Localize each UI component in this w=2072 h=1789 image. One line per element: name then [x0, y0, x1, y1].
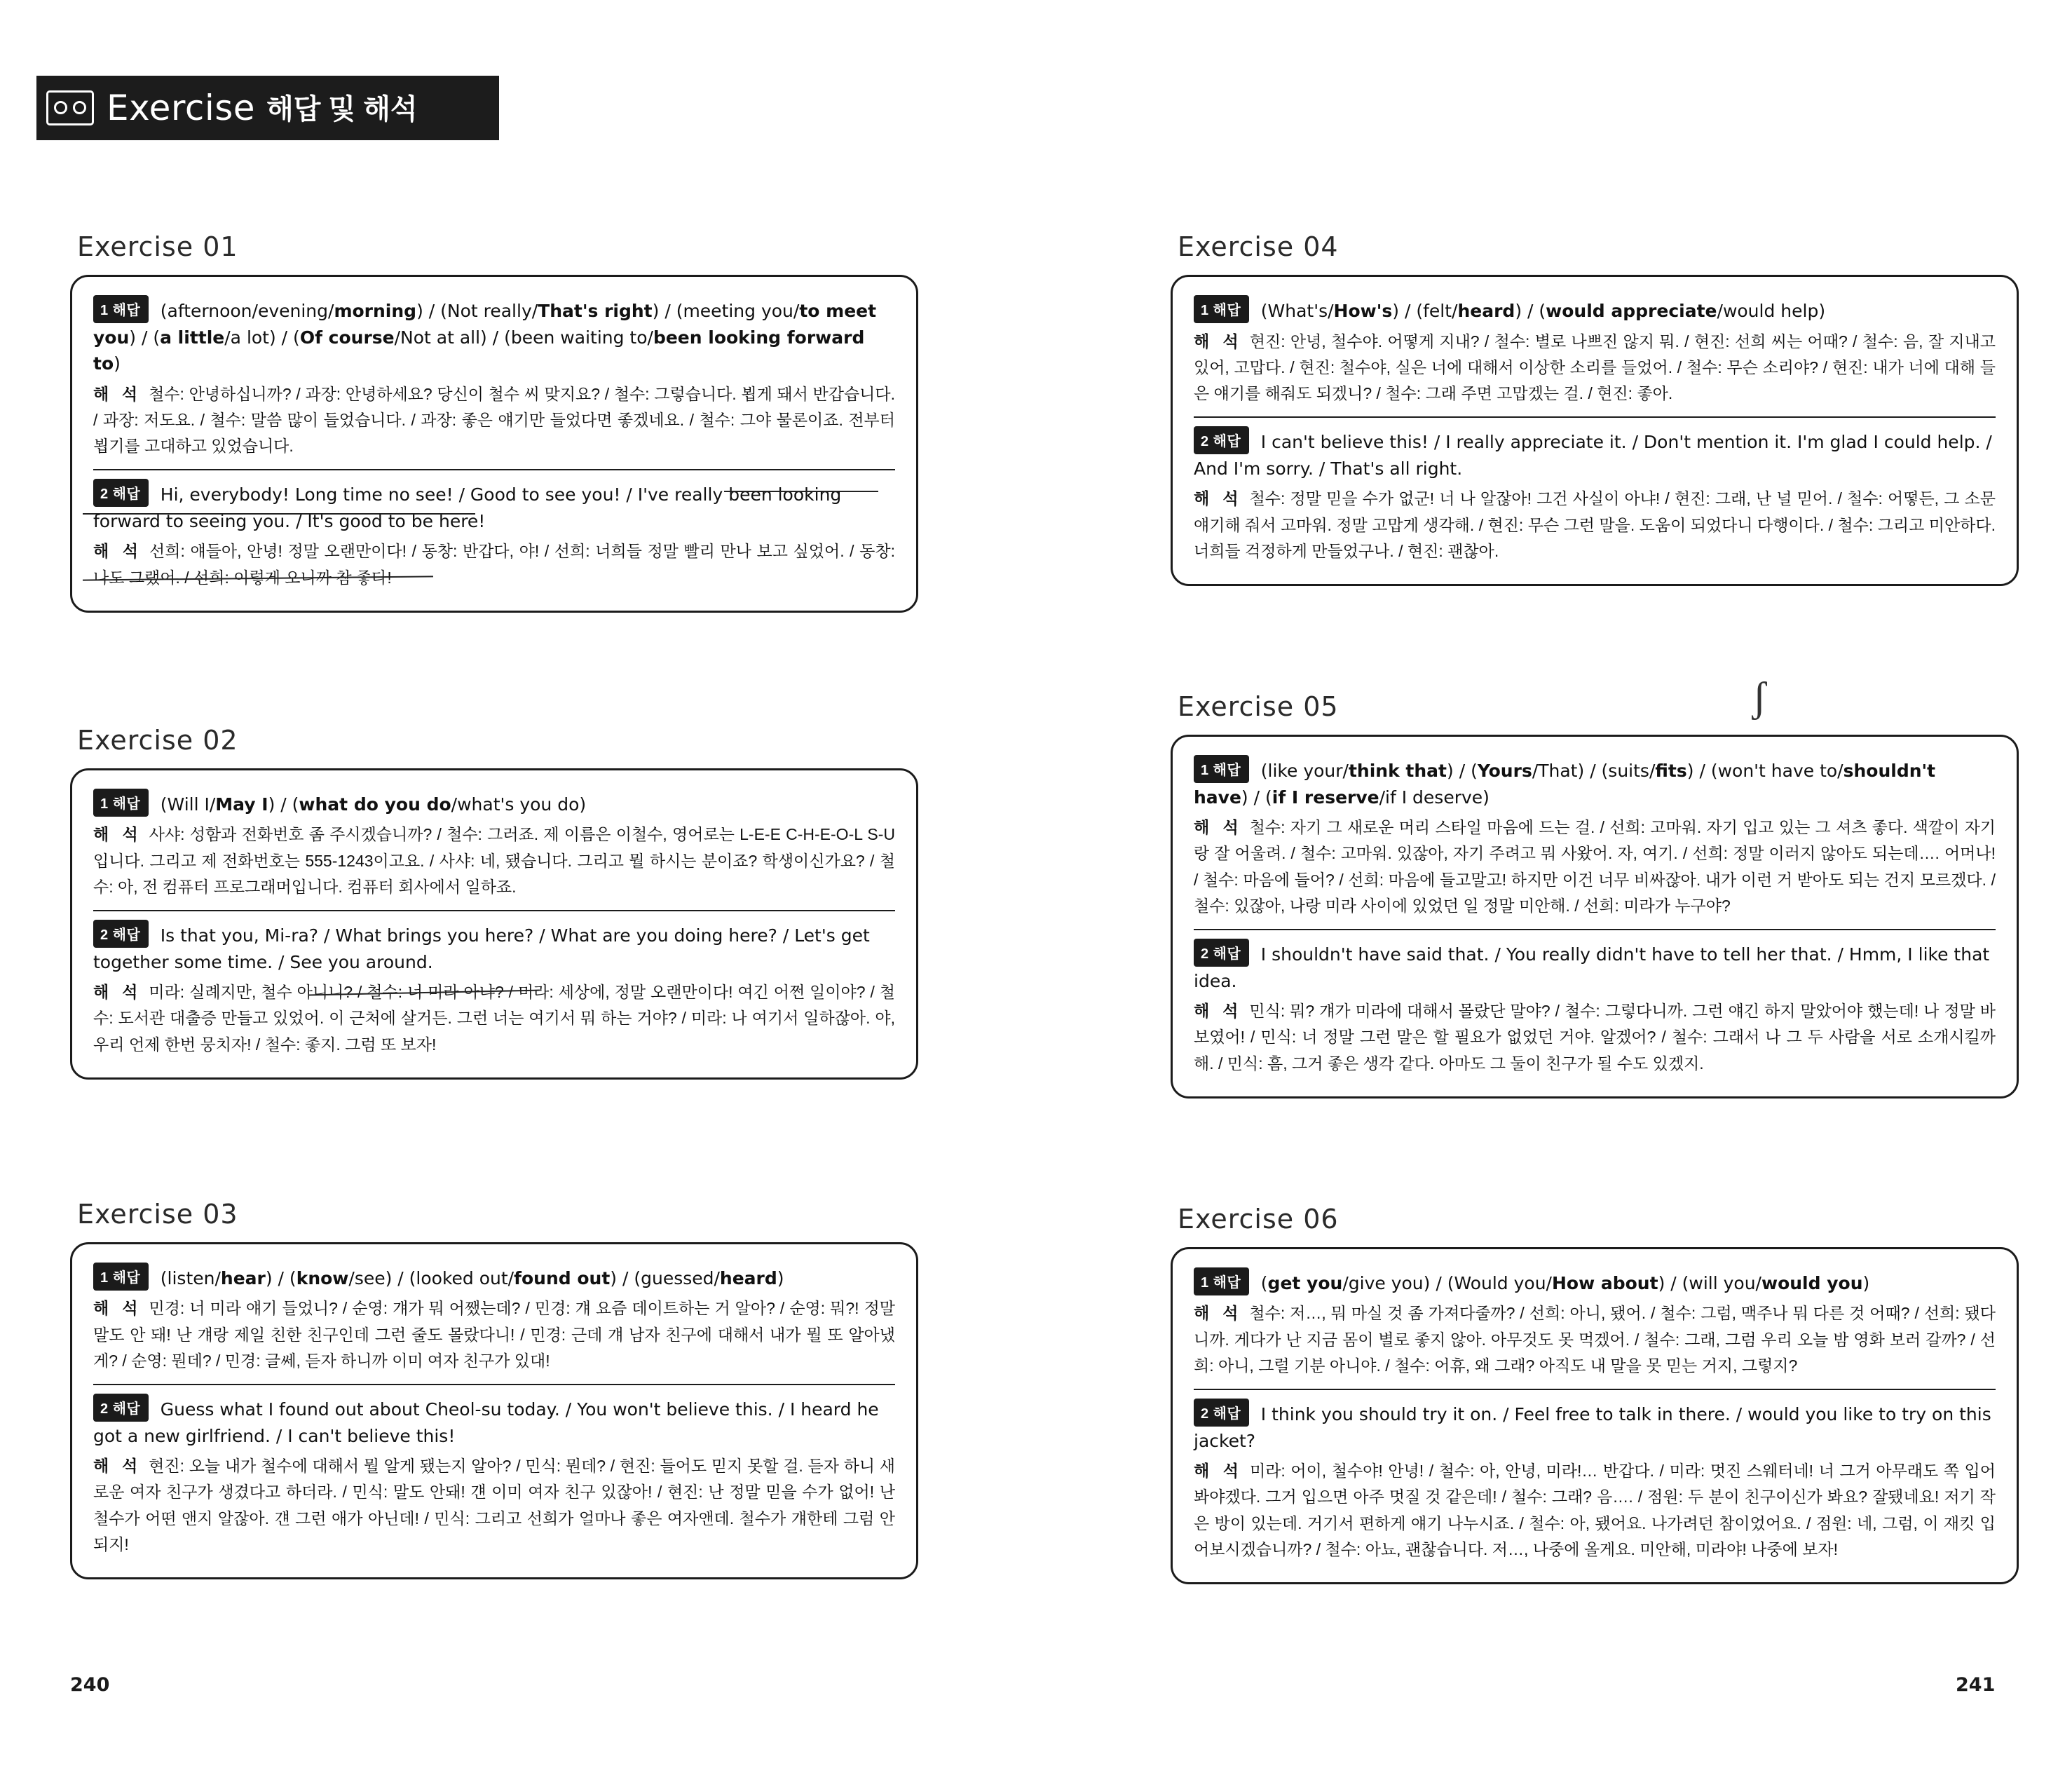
- translation-1-text: 사샤: 성함과 전화번호 좀 주시겠습니까? / 철수: 그러죠. 제 이름은 이철수, 영어로는 L-E-E C-H-E-O-L S-U입니다. 그리고 제 전화번호는 555-1243이고요. / 사샤: 네, 됐습니다. 그리고 뭘 하시는 분이죠? 학생이신가요? / 철수: 아, 전 컴퓨터 프로그래머입니다. 컴퓨터 회사에서 일하죠.: [93, 825, 896, 896]
- page-number-left: 240: [70, 1674, 110, 1696]
- answer1-text: (listen/hear) / (know/see) / (looked out/found out) / (guessed/heard): [160, 1267, 784, 1288]
- answer-card: [70, 275, 918, 613]
- answer1-text: (afternoon/evening/morning) / (Not really/That's right) / (meeting you/to meet you) / (a little/a lot) / (Of course/Not at all) / (been waiting to/been looking forward to): [93, 301, 877, 374]
- answer-card: [70, 1242, 918, 1579]
- translation-label: 해 석: [93, 825, 142, 844]
- translation-label: 해 석: [1194, 332, 1243, 351]
- translation-1-text: 현진: 안녕, 철수야. 어떻게 지내? / 철수: 별로 나쁘진 않지 뭐. / 현진: 선희 씨는 어때? / 철수: 음, 잘 지내고 있어, 고맙다. / 현진: 철수야, 실은 너에 대해서 이상한 소리를 들었어. / 철수: 무슨 소리야? / 현진: 내가 너에 대해 들은 얘기를 해줘도 되겠니? / 철수: 그래 주면 고맙겠는 걸. / 현진: 좋아.: [1194, 332, 1996, 402]
- translation-label: 해 석: [93, 1299, 142, 1318]
- exercise-title: Exercise 02: [77, 724, 238, 756]
- translation-1: [93, 381, 895, 460]
- answer2-tag: 2 해답: [93, 1394, 149, 1422]
- translation-1-text: 철수: 저…, 뭐 마실 것 좀 가져다줄까? / 선희: 아니, 됐어. / 철수: 그럼, 맥주나 뭐 다른 것 어때? / 선희: 됐다니까. 게다가 난 지금 몸이 별로 좋지 않아. 아무것도 못 먹겠어. / 철수: 그래, 그럼 우리 오늘 밤 영화 보러 갈까? / 선희: 아니, 그럴 기분 아니야. / 철수: 어휴, 왜 그래? 아직도 내 말을 못 믿는 거지, 그렇지?: [1194, 1304, 1996, 1375]
- header-title-ko: 해답 및 해석: [266, 93, 418, 125]
- answer2-text: I shouldn't have said that. / You really didn't have to tell her that. / Hmm, I like that idea.: [1194, 944, 1990, 991]
- answer1-tag: 1 해답: [93, 295, 149, 323]
- translation-1: [1194, 815, 1996, 919]
- page-header-banner: [36, 76, 499, 140]
- translation-label: 해 석: [1194, 818, 1243, 836]
- translation-2: [93, 979, 895, 1058]
- answer-row-1: [93, 295, 895, 377]
- exercise-title: Exercise 03: [77, 1198, 238, 1230]
- translation-2: [93, 538, 895, 591]
- answer2-text: Hi, everybody! Long time no see! / Good to see you! / I've really been looking forward to seeing you. / It's good to be here!: [93, 484, 842, 531]
- answer-row-2: [1194, 1399, 1996, 1454]
- answer2-text: Is that you, Mi-ra? / What brings you here? / What are you doing here? / Let's get together some time. / See you around.: [93, 925, 870, 972]
- answer-row-2: [1194, 426, 1996, 482]
- answer-row-2: [93, 920, 895, 975]
- translation-1: [1194, 1300, 1996, 1379]
- translation-2: [1194, 998, 1996, 1077]
- answer-row-2: [93, 1394, 895, 1449]
- divider: [93, 1384, 895, 1385]
- answer-card: [1171, 275, 2019, 586]
- exercise-block-02: [70, 725, 918, 1080]
- answer-row-1: [1194, 755, 1996, 810]
- answer1-text: (like your/think that) / (Yours/That) / (suits/fits) / (won't have to/shouldn't have) / (if I reserve/if I deserve): [1194, 761, 1936, 808]
- answer-row-1: [1194, 1267, 1996, 1297]
- translation-1: [93, 1295, 895, 1374]
- translation-label: 해 석: [93, 1457, 142, 1475]
- exercise-title: Exercise 01: [77, 231, 238, 262]
- exercise-title: Exercise 04: [1178, 231, 1339, 262]
- translation-label: 해 석: [1194, 1304, 1243, 1323]
- right-column: [1171, 231, 2019, 1652]
- answer1-tag: 1 해답: [93, 1263, 149, 1291]
- translation-2: [93, 1453, 895, 1558]
- translation-2-text: 민식: 뭐? 걔가 미라에 대해서 몰랐단 말야? / 철수: 그렇다니까. 그런 얘긴 하지 말았어야 했는데! 나 정말 바보였어! / 민식: 너 정말 그런 말은 할 필요가 없었던 거야. 알겠어? / 철수: 그래서 나 그 두 사람을 서로 소개시킬까 해. / 민식: 흠, 그거 좋은 생각 같다. 아마도 그 둘이 친구가 될 수도 있겠지.: [1194, 1002, 1996, 1073]
- answer-row-1: [93, 1263, 895, 1292]
- translation-label: 해 석: [1194, 1462, 1243, 1480]
- answer2-text: I think you should try it on. / Feel free to talk in there. / would you like to try on this jacket?: [1194, 1404, 1991, 1451]
- cassette-tape-icon: [46, 90, 94, 125]
- translation-1: [93, 822, 895, 900]
- answer-row-2: [1194, 939, 1996, 994]
- translation-2: [1194, 486, 1996, 564]
- answer-card: [1171, 735, 2019, 1098]
- translation-2-text: 미라: 실례지만, 철수 아니니? / 철수: 너 미라 아냐? / 미라: 세상에, 정말 오랜만이다! 여긴 어쩐 일이야? / 철수: 도서관 대출증 만들고 있었어. 이 근처에 살거든. 그런 너는 여기서 뭐 하는 거야? / 미라: 나 여기서 일하잖아. 야, 우리 언제 한번 뭉치자! / 철수: 좋지. 그럼 또 보자!: [93, 983, 895, 1054]
- exercise-title: Exercise 06: [1178, 1203, 1339, 1234]
- answer1-text: (Will I/May I) / (what do you do/what's you do): [160, 794, 587, 815]
- answer2-text: I can't believe this! / I really appreciate it. / Don't mention it. I'm glad I could help. / And I'm sorry. / That's all right.: [1194, 432, 1992, 479]
- answer-card: [70, 768, 918, 1080]
- page-number-right: 241: [1956, 1674, 1996, 1696]
- translation-2-text: 선희: 얘들아, 안녕! 정말 오랜만이다! / 동창: 반갑다, 야! / 선희: 너희들 정말 빨리 만나 보고 싶었어. / 동창: 나도 그랬어. / 선희: 이렇게 오니까 참 좋다!: [93, 542, 895, 587]
- translation-2: [1194, 1458, 1996, 1563]
- translation-1-text: 철수: 자기 그 새로운 머리 스타일 마음에 드는 걸. / 선희: 고마워. 자기 입고 있는 그 셔츠 좋다. 색깔이 자기랑 잘 어울려. / 철수: 고마워. 있잖아, 자기 주려고 뭐 사왔어. 자, 여기. / 선희: 정말 이러지 않아도 되는데…. 어머나! / 철수: 마음에 들어? / 선희: 마음에 들고말고! 하지만 이건 너무 비싸잖아. 내가 이런 거 받아도 되는 건지 모르겠다. / 철수: 있잖아, 나랑 미라 사이에 있었던 일 정말 미안해. / 선희: 미라가 누구야?: [1194, 818, 1996, 915]
- divider: [1194, 1389, 1996, 1390]
- answer2-tag: 2 해답: [93, 479, 149, 507]
- translation-label: 해 석: [93, 983, 142, 1001]
- divider: [1194, 929, 1996, 930]
- answer-row-2: [93, 479, 895, 534]
- header-title-en: Exercise: [107, 88, 256, 128]
- exercise-block-03: [70, 1199, 918, 1579]
- translation-1: [1194, 329, 1996, 407]
- exercise-block-06: [1171, 1204, 2019, 1584]
- translation-1-text: 민경: 너 미라 얘기 들었니? / 순영: 걔가 뭐 어쨌는데? / 민경: 걔 요즘 데이트하는 거 알아? / 순영: 뭐?! 정말 말도 안 돼! 난 걔랑 제일 친한 친구인데 그런 줄도 몰랐다니! / 민경: 근데 걔 남자 친구에 대해서 내가 뭘 또 알아냈게? / 순영: 뭔데? / 민경: 글쎄, 듣자 하니까 이미 여자 친구가 있대!: [93, 1299, 896, 1370]
- translation-label: 해 석: [1194, 489, 1243, 508]
- translation-label: 해 석: [1194, 1002, 1243, 1020]
- answer1-tag: 1 해답: [1194, 295, 1249, 323]
- exercise-block-04: [1171, 231, 2019, 586]
- translation-2-text: 미라: 어이, 철수야! 안녕! / 철수: 아, 안녕, 미라!… 반갑다. / 미라: 멋진 스웨터네! 너 그거 아무래도 쪽 입어 봐야겠다. 그거 입으면 아주 멋질 것 같은데! / 철수: 그래? 음…. / 점원: 두 분이 친구이신가 봐요? 잘됐네요! 저기 작은 방이 있는데. 거기서 편하게 얘기 나누시죠. / 철수: 아, 됐어요. 나가려던 참이었어요. / 점원: 네, 그럼, 이 재킷 입어보시겠습니까? / 철수: 아뇨, 괜찮습니다. 저…, 나중에 올게요. 미안해, 미라야! 나중에 보자!: [1194, 1462, 1996, 1558]
- answer2-tag: 2 해답: [1194, 1399, 1249, 1427]
- translation-1-text: 철수: 안녕하십니까? / 과장: 안녕하세요? 당신이 철수 씨 맞지요? / 철수: 그렇습니다. 뵙게 돼서 반갑습니다. / 과장: 저도요. / 철수: 말씀 많이 들었습니다. / 과장: 좋은 얘기만 들었다면 좋겠네요. / 철수: 그야 물론이죠. 전부터 뵙기를 고대하고 있었습니다.: [93, 384, 895, 455]
- answer1-tag: 1 해답: [93, 789, 149, 817]
- translation-2-text: 현진: 오늘 내가 철수에 대해서 뭘 알게 됐는지 알아? / 민식: 뭔데? / 현진: 들어도 믿지 못할 걸. 듣자 하니 새로운 여자 친구가 생겼다고 하더라. / 민식: 말도 안돼! 걘 이미 여자 친구 있잖아! / 현진: 난 정말 믿을 수가 없어! 난 철수가 어떤 앤지 알잖아. 걘 그런 애가 아닌데! / 민식: 그리고 선희가 얼마나 좋은 여자앤데. 철수가 걔한테 그럼 안 되지!: [93, 1457, 896, 1553]
- answer2-text: Guess what I found out about Cheol-su today. / You won't believe this. / I heard he got a new girlfriend. / I can't believe this!: [93, 1399, 879, 1446]
- answer1-tag: 1 해답: [1194, 1267, 1249, 1295]
- exercise-block-05: [1171, 691, 2019, 1098]
- answer1-tag: 1 해답: [1194, 755, 1249, 783]
- divider: [93, 469, 895, 470]
- answer1-text: (get you/give you) / (Would you/How about) / (will you/would you): [1260, 1272, 1870, 1293]
- translation-2-text: 철수: 정말 믿을 수가 없군! 너 나 알잖아! 그건 사실이 아냐! / 현진: 그래, 난 널 믿어. / 철수: 어떻든, 그 소문 얘기해 줘서 고마워. 정말 고맙게 생각해. / 현진: 무슨 그런 말을. 도움이 되었다니 다행이다. / 철수: 그리고 미안하다. 너희들 걱정하게 만들었구나. / 현진: 괜찮아.: [1194, 489, 1996, 560]
- answer-row-1: [1194, 295, 1996, 325]
- answer1-text: (What's/How's) / (felt/heard) / (would appreciate/would help): [1260, 301, 1826, 321]
- answer2-tag: 2 해답: [1194, 426, 1249, 454]
- left-column: [70, 231, 918, 1647]
- divider: [93, 910, 895, 911]
- exercise-block-01: [70, 231, 918, 613]
- divider: [1194, 416, 1996, 418]
- translation-label: 해 석: [93, 384, 142, 403]
- answer-row-1: [93, 789, 895, 818]
- answer2-tag: 2 해답: [93, 920, 149, 948]
- translation-label: 해 석: [93, 542, 143, 561]
- handwritten-squiggle: ʃ: [1752, 674, 1766, 720]
- answer2-tag: 2 해답: [1194, 939, 1249, 967]
- answer-card: [1171, 1247, 2019, 1584]
- exercise-title: Exercise 05: [1178, 691, 1339, 722]
